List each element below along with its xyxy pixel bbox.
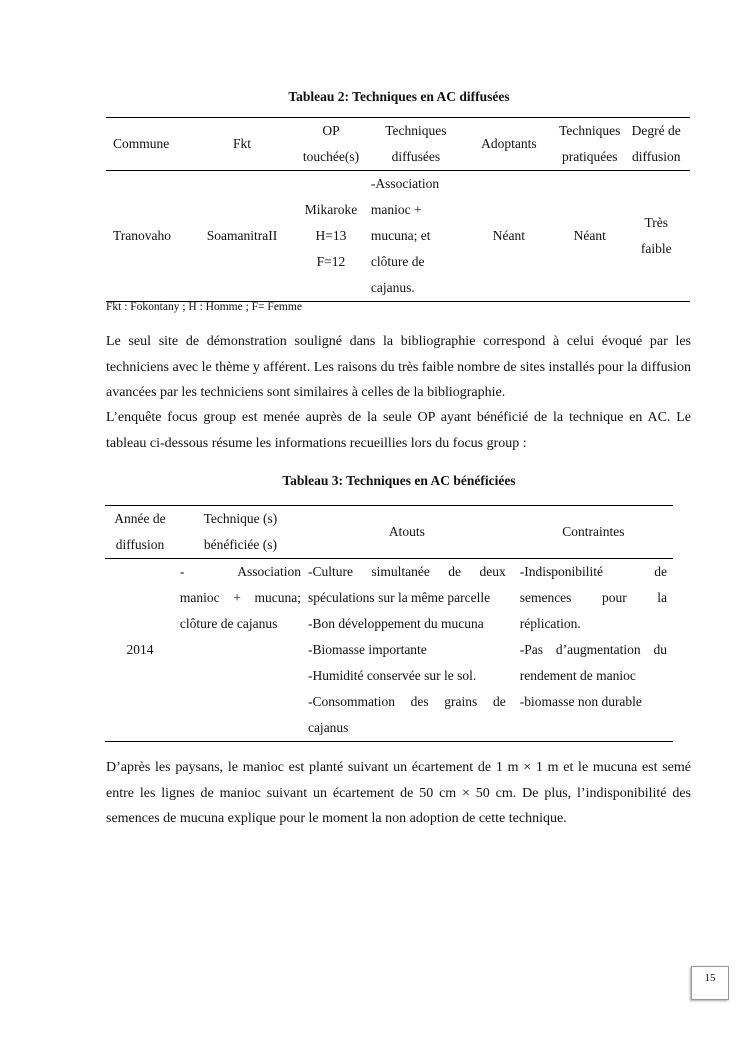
table2-header-row (106, 118, 690, 171)
paragraph-2: L’enquête focus group est menée auprès de la seule OP ayant bénéficié de la technique en AC. Le tableau ci-dessous résume les informations recueillies lors du focus group : (106, 410, 691, 451)
header-technique: Technique (s) bénéficiée (s) (203, 511, 278, 552)
cell-fkt: SoamanitraII (206, 228, 278, 243)
table2-row (106, 171, 690, 302)
cell-op: Mikaroke H=13 F=12 (304, 202, 358, 269)
header-techniques-diffusees: Techniques diffusées (385, 123, 447, 164)
table3-row (105, 559, 673, 742)
cell-adoptants: Néant (492, 228, 526, 243)
page-number: 15 (691, 966, 729, 1000)
table-techniques-beneficiees (105, 505, 673, 742)
cell-technique: - Association manioc + mucuna; clôture de cajanus (179, 564, 301, 631)
header-commune: Commune (113, 136, 170, 151)
paragraph-3: D’après les paysans, le manioc est planté suivant un écartement de 1 m × 1 m et le mucuna est semé entre les lignes de manioc suivant un écartement de 50 cm × 50 cm. De plus, l’indisponibilité des semences de mucuna explique pour le moment la non adoption de cette technique. (106, 760, 691, 826)
table2-note: Fkt : Fokontany ; H : Homme ; F= Femme (106, 301, 302, 313)
header-contraintes: Contraintes (562, 524, 625, 539)
table2-caption: Tableau 2: Techniques en AC diffusées (288, 89, 510, 104)
paragraph-1: Le seul site de démonstration souligné dans la bibliographie correspond à celui évoqué par les techniciens avec le thème y afférent. Les raisons du très faible nombre de sites installés pour la diffusion avancées par les techniciens sont similaires à celles de la bibliographie. (106, 334, 691, 400)
cell-atouts: -Culture simultanée de deux spéculations sur la même parcelle -Bon développement du mucuna -Biomasse importante -Humidité conservée sur le sol. -Consommation des grains de cajanus (307, 564, 506, 735)
cell-commune: Tranovaho (113, 228, 172, 243)
cell-annee: 2014 (126, 642, 154, 657)
cell-degre-diffusion: Très faible (640, 215, 672, 256)
table-techniques-diffusees (106, 117, 690, 302)
cell-techniques-pratiquees: Néant (573, 228, 606, 243)
header-adoptants: Adoptants (481, 136, 537, 151)
header-techniques-pratiquees: Techniques pratiquées (559, 123, 621, 164)
cell-techniques-diffusees: -Association manioc + mucuna; et clôture de cajanus. (370, 176, 440, 295)
header-annee: Année de diffusion (114, 511, 166, 552)
table3-header-row (105, 506, 673, 559)
header-degre-diffusion: Degré de diffusion (631, 123, 681, 164)
table3-caption: Tableau 3: Techniques en AC bénéficiées (282, 473, 516, 488)
header-op: OP touchée(s) (302, 123, 360, 164)
header-fkt: Fkt (233, 136, 252, 151)
header-atouts: Atouts (388, 524, 425, 539)
cell-contraintes: -Indisponibilité de semences pour la réplication. -Pas d’augmentation du rendement de manioc -biomasse non durable (519, 564, 667, 709)
